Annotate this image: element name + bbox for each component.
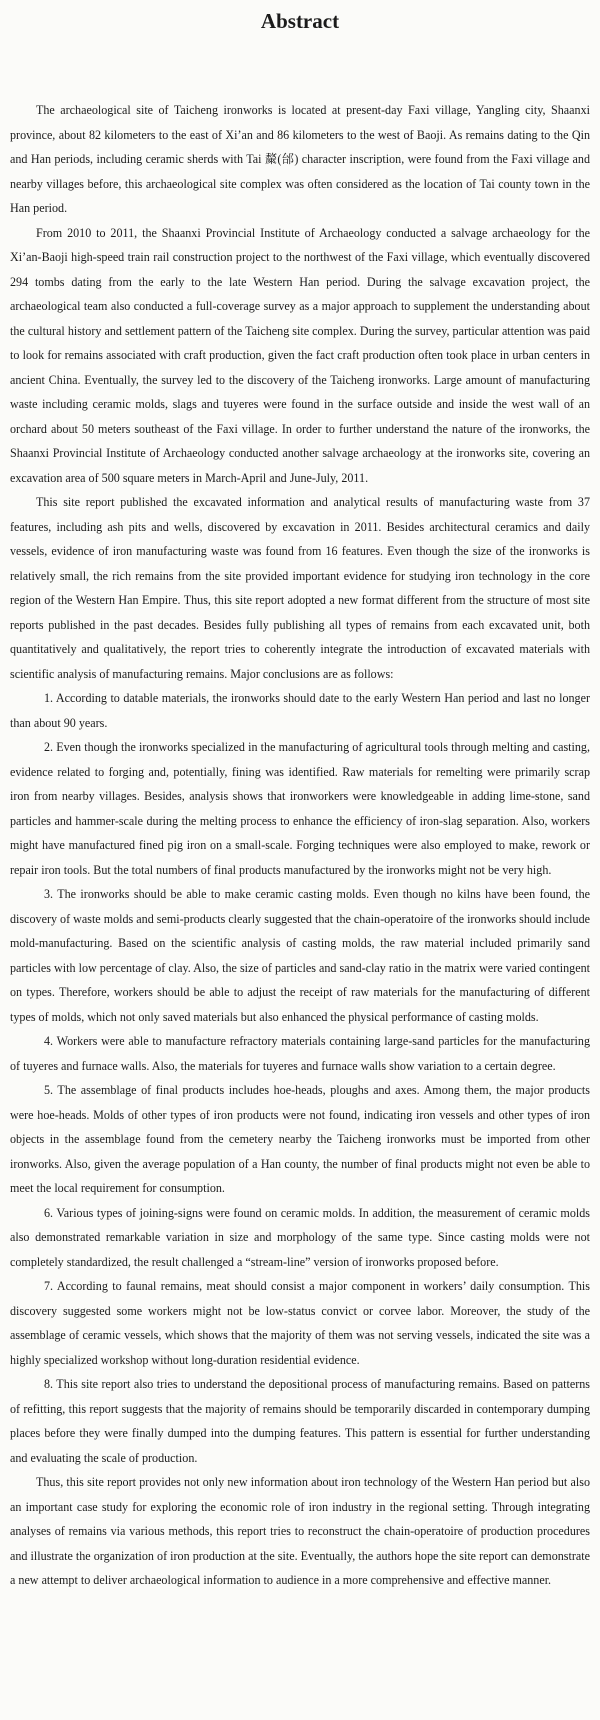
conclusion-item-8: 8. This site report also tries to understand the depositional process of manufacturing remains. Based on patterns of refitting, this report suggests that the majority of remains should be temporarily discarded in contemporary dumping places before they were finally dumped into the dumping features. This pattern is essential for further understanding and evaluating the scale of production. [10,1377,590,1465]
conclusion-item-7: 7. According to faunal remains, meat should consist a major component in workers’ daily consumption. This discovery suggested some workers might not be low-status convict or corvee labor. Moreover, the study of the assemblage of ceramic vessels, which shows that the majority of them was not serving vessels, indicated the site was a highly specialized workshop without long-duration residential evidence. [10,1279,590,1367]
conclusion-item-2: 2. Even though the ironworks specialized in the manufacturing of agricultural tools through melting and casting, evidence related to forging and, potentially, fining was identified. Raw materials for remelting were primarily scrap iron from nearby villages. Besides, analysis shows that ironworkers were knowledgeable in adding lime-stone, sand particles and hammer-scale during the melting process to enhance the efficiency of iron-slag separation. Also, workers might have manufactured fined pig iron on a small-scale. Forging techniques were also employed to make, rework or repair iron tools. But the total numbers of final products manufactured by the ironworks might not be very high. [10,740,590,877]
page-title: Abstract [260,9,340,33]
conclusion-item-1: 1. According to datable materials, the ironworks should date to the early Western Han period and last no longer than about 90 years. [10,691,590,730]
abstract-body [10,98,590,1593]
conclusion-item-5: 5. The assemblage of final products includes hoe-heads, ploughs and axes. Among them, the major products were hoe-heads. Molds of other types of iron products were not found, indicating iron vessels and other types of iron objects in the assemblage found from the cemetery nearby the Taicheng ironworks must be imported from other ironworks. Also, given the average population of a Han county, the number of final products might not even be able to meet the local requirement for consumption. [10,1083,590,1195]
paragraph-salvage-survey: From 2010 to 2011, the Shaanxi Provincial Institute of Archaeology conducted a salvage archaeology for the Xi’an-Baoji high-speed train rail construction project to the northwest of the Faxi village, which eventually discovered 294 tombs dating from the early to the late Western Han period. During the salvage excavation project, the archaeological team also conducted a full-coverage survey as a major approach to supplement the understanding about the cultural history and settlement pattern of the Taicheng site complex. During the survey, particular attention was paid to look for remains associated with craft production, given the fact craft production often took place in urban centers in ancient China. Eventually, the survey led to the discovery of the Taicheng ironworks. Large amount of manufacturing waste including ceramic molds, slags and tuyeres were found in the surface outside and inside the west wall of an orchard about 50 meters southeast of the Faxi village. In order to further understand the nature of the ironworks, the Shaanxi Provincial Institute of Archaeology conducted another salvage archaeology at the ironworks site, covering an excavation area of 500 square meters in March-April and June-July, 2011. [10,225,590,485]
conclusion-item-3: 3. The ironworks should be able to make ceramic casting molds. Even though no kilns have been found, the discovery of waste molds and semi-products clearly suggested that the chain-operatoire of the ironworks should include mold-manufacturing. Based on the scientific analysis of casting molds, the raw material included primarily sand particles with low percentage of clay. Also, the size of particles and sand-clay ratio in the matrix were varied contingent on types. Therefore, workers should be able to adjust the receipt of raw materials for the manufacturing of different types of molds, which not only saved materials but also enhanced the physical performance of casting molds. [10,887,591,1024]
conclusion-item-6: 6. Various types of joining-signs were found on ceramic molds. In addition, the measurement of ceramic molds also demonstrated remarkable variation in size and morphology of the same type. Since casting molds were not completely standardized, the result challenged a “stream-line” version of ironworks proposed before. [10,1205,590,1269]
paragraph-closing: Thus, this site report provides not only new information about iron technology of the Western Han period but also an important case study for exploring the economic role of iron industry in the regional setting. Through integrating analyses of remains via various methods, this report tries to reconstruct the chain-operatoire of production procedures and illustrate the organization of iron production at the site. Eventually, the authors hope the site report can demonstrate a new attempt to deliver archaeological information to audience in a more comprehensive and effective manner. [10,1475,590,1587]
conclusion-item-4: 4. Workers were able to manufacture refractory materials containing large-sand particles for the manufacturing of tuyeres and furnace walls. Also, the materials for tuyeres and furnace walls show variation to a certain degree. [10,1034,590,1073]
paragraph-report-scope: This site report published the excavated information and analytical results of manufacturing waste from 37 features, including ash pits and wells, discovered by excavation in 2011. Besides architectural ceramics and daily vessels, evidence of iron manufacturing waste was found from 16 features. Even though the size of the ironworks is relatively small, the rich remains from the site provided important evidence for studying iron technology in the core region of the Western Han Empire. Thus, this site report adopted a new format different from the structure of most site reports published in the past decades. Besides fully publishing all types of remains from each excavated unit, both quantitatively and qualitatively, the report tries to coherently integrate the introduction of excavated materials with scientific analysis of manufacturing remains. Major conclusions are as follows: [10,495,590,681]
paragraph-location: The archaeological site of Taicheng ironworks is located at present-day Faxi village, Yangling city, Shaanxi province, about 82 kilometers to the east of Xi’an and 86 kilometers to the west of Baoji. As remains dating to the Qin and Han periods, including ceramic sherds with Tai 斄(邰) character inscription, were found from the Faxi village and nearby villages before, this archaeological site complex was often considered as the location of Tai county town in the Han period. [10,103,590,215]
